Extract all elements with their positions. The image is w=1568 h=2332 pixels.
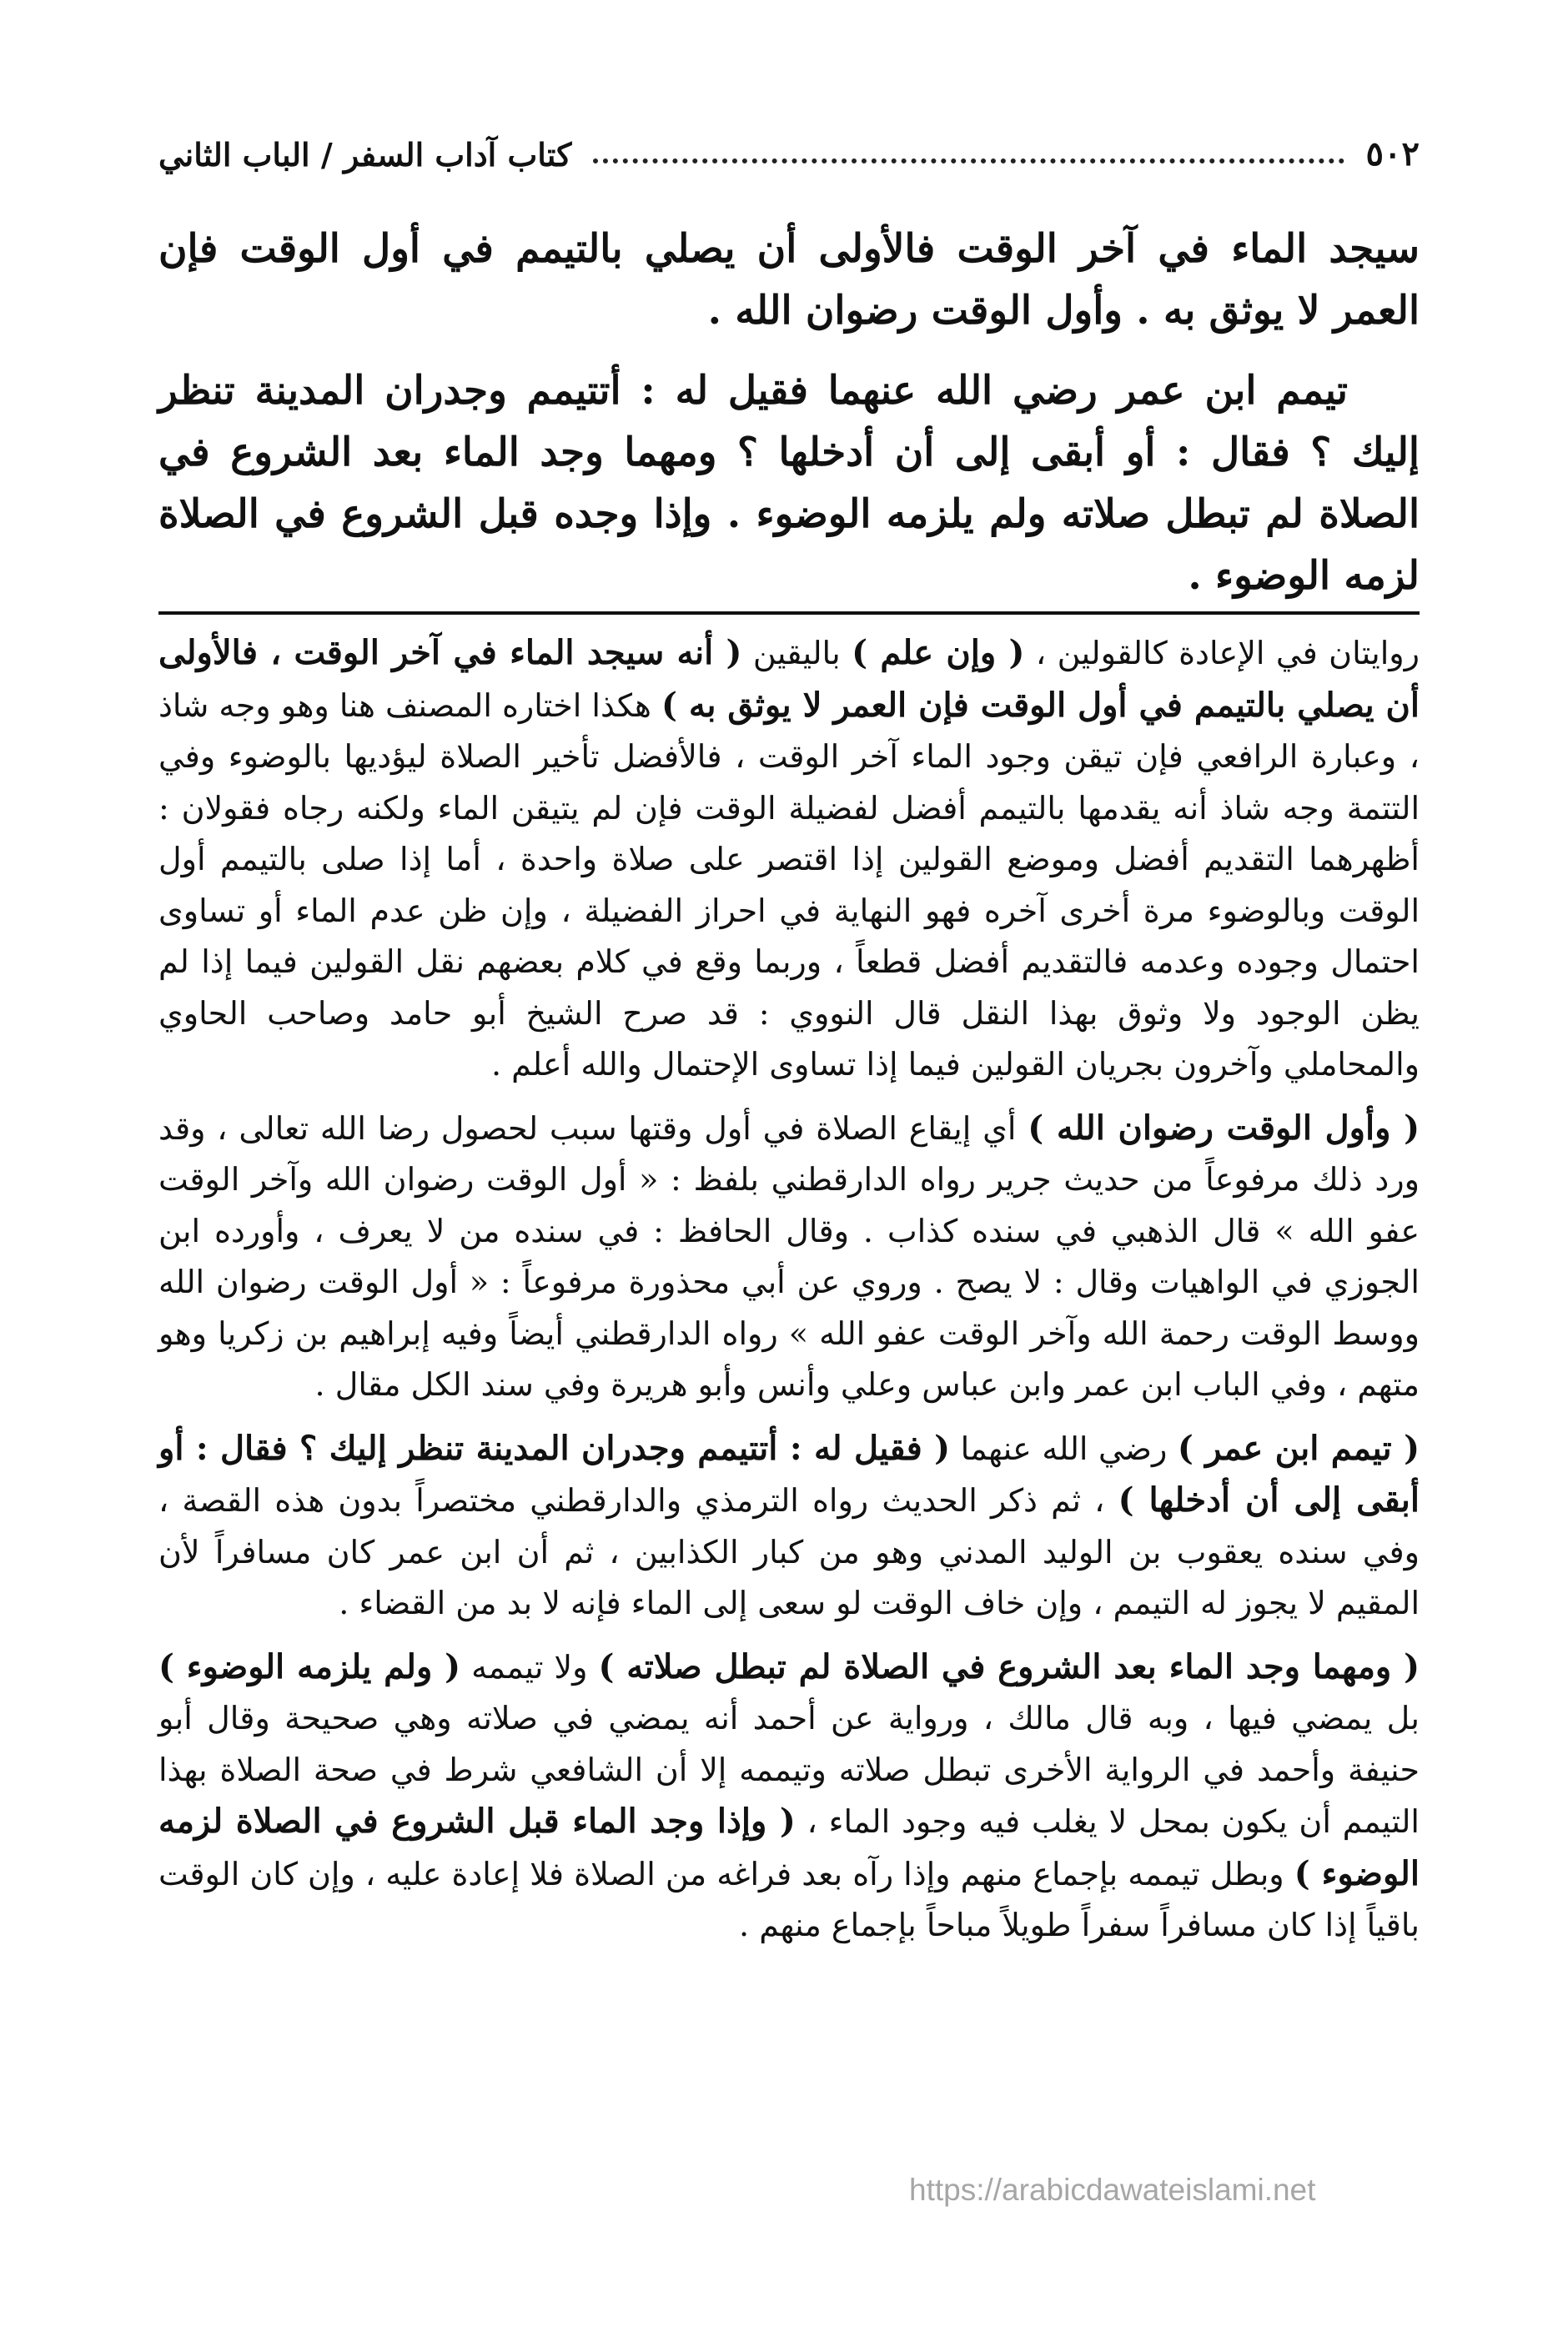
commentary-text: روايتان في الإعادة كالقولين ،: [1024, 635, 1420, 671]
commentary-text: وبطل تيممه بإجماع منهم وإذا رآه بعد فراغه من الصلاة فلا إعادة عليه ، وإن كان الوقت باقياً إذا كان مسافراً سفراً طويلاً مباحاً بإجماع منهم .: [158, 1855, 1420, 1943]
commentary-text: هكذا اختاره المصنف هنا وهو وجه شاذ ، وعبارة الرافعي فإن تيقن وجود الماء آخر الوقت ، فالأفضل تأخير الصلاة ليؤديها بالوضوء وفي التتمة وجه شاذ أنه يقدمها بالتيمم أفضل لفضيلة الوقت فإن لم يتيقن الماء ولكنه رجاه فقولان : أظهرهما التقديم أفضل وموضع القولين إذا اقتصر على صلاة واحدة ، أما إذا صلى بالتيمم أول الوقت وبالوضوء مرة أخرى آخره فهو النهاية في احراز الفضيلة ، وإن ظن عدم الماء أو تساوى احتمال وجوده وعدمه فالتقديم أفضل قطعاً ، وربما وقع في كلام بعضهم نقل القولين فيما إذا لم يظن الوجود ولا وثوق بهذا النقل قال النووي : قد صرح الشيخ أبو حامد وصاحب الحاوي والمحاملي وآخرون بجريان القولين فيما إذا تساوى الإحتمال والله أعلم .: [158, 686, 1420, 1083]
chapter-title: كتاب آداب السفر / الباب الثاني: [158, 136, 572, 173]
commentary-paragraph-3: [158, 1423, 1420, 1630]
dotted-leader: [593, 158, 1344, 163]
separator-rule: [158, 611, 1420, 615]
commentary-text: بل يمضي فيها ، وبه قال مالك ، ورواية عن أحمد أنه يمضي في صلاته وهي صحيحة وقال أبو حنيفة وأحمد في الرواية الأخرى تبطل صلاته وتيممه إلا أن الشافعي شرط في صحة الصلاة بهذا التيمم أن يكون بمحل لا يغلب فيه وجود الماء ،: [158, 1700, 1420, 1840]
quoted-matn: ( وإذا وجد الماء قبل الشروع في الصلاة لزمه الوضوء ): [158, 1802, 1420, 1893]
quoted-matn: ( تيمم ابن عمر ): [1177, 1428, 1420, 1468]
commentary-text: رضي الله عنهما: [950, 1430, 1178, 1467]
quoted-matn: ( فقيل له : أتتيمم وجدران المدينة تنظر إليك ؟ فقال : أو أبقى إلى أن أدخلها ): [158, 1428, 1420, 1520]
main-paragraph-2: تيمم ابن عمر رضي الله عنهما فقيل له : أتتيمم وجدران المدينة تنظر إليك ؟ فقال : أو أبقى إلى أن أدخلها ؟ ومهما وجد الماء بعد الشروع في الصلاة لم تبطل صلاته ولم يلزمه الوضوء . وإذا وجده قبل الشروع في الصلاة لزمه الوضوء .: [158, 368, 1420, 599]
quoted-matn: ( ومهما وجد الماء بعد الشروع في الصلاة لم تبطل صلاته ): [598, 1646, 1420, 1686]
commentary-paragraph-4: [158, 1641, 1420, 1952]
commentary-text: أي إيقاع الصلاة في أول وقتها سبب لحصول رضا الله تعالى ، وقد ورد ذلك مرفوعاً من حديث جرير رواه الدارقطني بلفظ : « أول الوقت رضوان الله وآخر الوقت عفو الله » قال الذهبي في سنده كذاب . وقال الحافظ : في سنده من لا يعرف ، وأورده ابن الجوزي في الواهيات وقال : لا يصح . وروي عن أبي محذورة مرفوعاً : « أول الوقت رضوان الله ووسط الوقت رحمة الله وآخر الوقت عفو الله » رواه الدارقطني أيضاً وفيه إبراهيم بن زكريا وهو متهم ، وفي الباب ابن عمر وابن عباس وعلي وأنس وأبو هريرة وفي سند الكل مقال .: [158, 1109, 1420, 1403]
quoted-matn: ( وأول الوقت رضوان الله ): [1028, 1108, 1420, 1148]
commentary-text: ولا تيممه: [460, 1648, 599, 1686]
main-paragraph-1: سيجد الماء في آخر الوقت فالأولى أن يصلي بالتيمم في أول الوقت فإن العمر لا يوثق به . وأول الوقت رضوان الله .: [158, 226, 1420, 334]
commentary: [158, 627, 1420, 1963]
quoted-matn: ( ولم يلزمه الوضوء ): [158, 1646, 461, 1686]
main-text: [158, 219, 1420, 626]
commentary-paragraph-1: [158, 627, 1420, 1091]
quoted-matn: ( وإن علم ): [852, 633, 1025, 672]
quoted-matn: ( أنه سيجد الماء في آخر الوقت ، فالأولى أن يصلي بالتيمم في أول الوقت فإن العمر لا يوثق به ): [158, 633, 1420, 725]
page-number: ٥٠٢: [1365, 134, 1420, 173]
watermark-url: https://arabicdawateislami.net: [909, 2173, 1316, 2207]
commentary-text: باليقين: [741, 635, 852, 671]
running-header: [158, 115, 1420, 173]
commentary-text: ، ثم ذكر الحديث رواه الترمذي والدارقطني مختصراً بدون هذه القصة ، وفي سنده يعقوب بن الوليد المدني وهو من كبار الكذابين ، ثم أن ابن عمر كان مسافراً لأن المقيم لا يجوز له التيمم ، وإن خاف الوقت لو سعى إلى الماء فإنه لا بد من القضاء .: [158, 1482, 1420, 1621]
commentary-paragraph-2: [158, 1103, 1420, 1411]
